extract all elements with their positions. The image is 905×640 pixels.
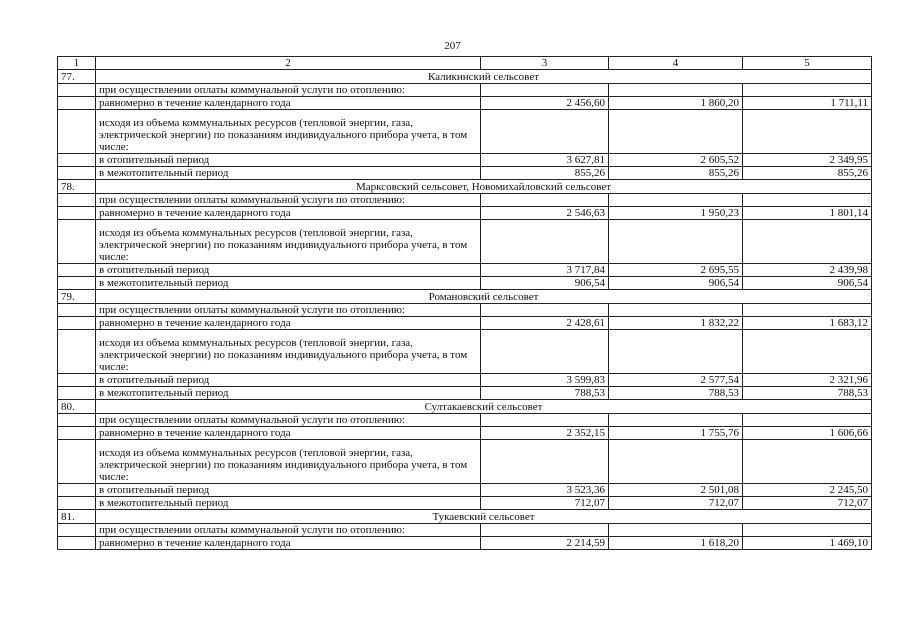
- row-number-cell: [58, 84, 96, 97]
- section-header-row: [58, 400, 872, 414]
- row-label: при осуществлении оплаты коммунальной услуги по отоплению:: [96, 84, 481, 97]
- row-number-cell: [58, 427, 96, 440]
- value-cell-v5: [743, 304, 872, 317]
- row-number-cell: [58, 207, 96, 220]
- value-cell-v3: 3 627,81: [481, 154, 609, 167]
- value-cell-v5: [743, 440, 872, 484]
- section-number: 81.: [58, 510, 96, 524]
- row-number-cell: [58, 317, 96, 330]
- value-cell-v3: 3 599,83: [481, 374, 609, 387]
- value-cell-v4: [609, 110, 743, 154]
- section-header-row: [58, 510, 872, 524]
- row-number-cell: [58, 277, 96, 290]
- section-number: 78.: [58, 180, 96, 194]
- table-row: [58, 387, 872, 400]
- value-cell-v4: 712,07: [609, 497, 743, 510]
- row-label: исходя из объема коммунальных ресурсов (тепловой энергии, газа, электрической энергии) по показаниям индивидуального прибора учета, в том числе:: [96, 330, 481, 374]
- row-label: равномерно в течение календарного года: [96, 207, 481, 220]
- row-label: в межотопительный период: [96, 497, 481, 510]
- row-label: в межотопительный период: [96, 277, 481, 290]
- value-cell-v3: [481, 220, 609, 264]
- value-cell-v5: 788,53: [743, 387, 872, 400]
- value-cell-v5: 906,54: [743, 277, 872, 290]
- value-cell-v3: 855,26: [481, 167, 609, 180]
- value-cell-v3: 2 352,15: [481, 427, 609, 440]
- value-cell-v4: 2 501,08: [609, 484, 743, 497]
- table-row: [58, 537, 872, 550]
- table-row: [58, 194, 872, 207]
- row-label: исходя из объема коммунальных ресурсов (тепловой энергии, газа, электрической энергии) по показаниям индивидуального прибора учета, в том числе:: [96, 220, 481, 264]
- row-label: при осуществлении оплаты коммунальной услуги по отоплению:: [96, 524, 481, 537]
- table-row: [58, 440, 872, 484]
- value-cell-v5: 1 606,66: [743, 427, 872, 440]
- table-row: [58, 427, 872, 440]
- value-cell-v4: [609, 220, 743, 264]
- table-row: [58, 524, 872, 537]
- row-label: в межотопительный период: [96, 167, 481, 180]
- row-label: в межотопительный период: [96, 387, 481, 400]
- value-cell-v5: 712,07: [743, 497, 872, 510]
- column-number: 5: [743, 57, 872, 70]
- table-row: [58, 317, 872, 330]
- table-row: [58, 97, 872, 110]
- section-number: 77.: [58, 70, 96, 84]
- row-number-cell: [58, 264, 96, 277]
- row-number-cell: [58, 304, 96, 317]
- value-cell-v5: [743, 84, 872, 97]
- tariff-table: [57, 56, 872, 550]
- value-cell-v5: [743, 110, 872, 154]
- row-label: в отопительный период: [96, 374, 481, 387]
- value-cell-v4: 906,54: [609, 277, 743, 290]
- value-cell-v4: 2 695,55: [609, 264, 743, 277]
- row-number-cell: [58, 194, 96, 207]
- column-number: 2: [96, 57, 481, 70]
- row-label: равномерно в течение календарного года: [96, 97, 481, 110]
- value-cell-v4: 788,53: [609, 387, 743, 400]
- value-cell-v4: [609, 194, 743, 207]
- value-cell-v5: [743, 524, 872, 537]
- row-number-cell: [58, 537, 96, 550]
- value-cell-v3: 3 523,36: [481, 484, 609, 497]
- row-number-cell: [58, 110, 96, 154]
- section-title: Марксовский сельсовет, Новомихайловский сельсовет: [96, 180, 872, 194]
- value-cell-v3: [481, 304, 609, 317]
- row-label: равномерно в течение календарного года: [96, 427, 481, 440]
- section-title: Каликинский сельсовет: [96, 70, 872, 84]
- value-cell-v4: 2 605,52: [609, 154, 743, 167]
- column-number: 4: [609, 57, 743, 70]
- section-title: Тукаевский сельсовет: [96, 510, 872, 524]
- table-row: [58, 84, 872, 97]
- value-cell-v4: [609, 330, 743, 374]
- table-row: [58, 220, 872, 264]
- value-cell-v3: [481, 414, 609, 427]
- table-row: [58, 484, 872, 497]
- table-row: [58, 207, 872, 220]
- value-cell-v5: [743, 220, 872, 264]
- value-cell-v3: [481, 84, 609, 97]
- value-cell-v3: 2 456,60: [481, 97, 609, 110]
- value-cell-v5: [743, 330, 872, 374]
- section-number: 80.: [58, 400, 96, 414]
- value-cell-v5: 1 801,14: [743, 207, 872, 220]
- value-cell-v5: 2 321,96: [743, 374, 872, 387]
- row-number-cell: [58, 154, 96, 167]
- row-number-cell: [58, 97, 96, 110]
- row-label: исходя из объема коммунальных ресурсов (тепловой энергии, газа, электрической энергии) по показаниям индивидуального прибора учета, в том числе:: [96, 110, 481, 154]
- row-number-cell: [58, 484, 96, 497]
- value-cell-v4: 1 618,20: [609, 537, 743, 550]
- column-number-row: [58, 57, 872, 70]
- page-number: 207: [444, 40, 461, 52]
- row-label: при осуществлении оплаты коммунальной услуги по отоплению:: [96, 414, 481, 427]
- table-row: [58, 414, 872, 427]
- table-row: [58, 330, 872, 374]
- value-cell-v3: [481, 524, 609, 537]
- table-row: [58, 497, 872, 510]
- value-cell-v4: [609, 414, 743, 427]
- row-label: равномерно в течение календарного года: [96, 317, 481, 330]
- value-cell-v4: 1 950,23: [609, 207, 743, 220]
- value-cell-v5: 2 349,95: [743, 154, 872, 167]
- section-header-row: [58, 180, 872, 194]
- value-cell-v3: 2 546,63: [481, 207, 609, 220]
- value-cell-v3: [481, 330, 609, 374]
- value-cell-v4: 1 755,76: [609, 427, 743, 440]
- row-number-cell: [58, 167, 96, 180]
- row-label: при осуществлении оплаты коммунальной услуги по отоплению:: [96, 194, 481, 207]
- value-cell-v3: 788,53: [481, 387, 609, 400]
- row-number-cell: [58, 497, 96, 510]
- value-cell-v4: [609, 84, 743, 97]
- value-cell-v5: 2 245,50: [743, 484, 872, 497]
- value-cell-v3: 712,07: [481, 497, 609, 510]
- row-label: в отопительный период: [96, 264, 481, 277]
- value-cell-v4: 2 577,54: [609, 374, 743, 387]
- table-row: [58, 277, 872, 290]
- column-number: 3: [481, 57, 609, 70]
- value-cell-v5: 2 439,98: [743, 264, 872, 277]
- row-number-cell: [58, 414, 96, 427]
- value-cell-v4: [609, 304, 743, 317]
- value-cell-v5: 1 469,10: [743, 537, 872, 550]
- table-row: [58, 110, 872, 154]
- value-cell-v3: 2 428,61: [481, 317, 609, 330]
- section-header-row: [58, 70, 872, 84]
- row-number-cell: [58, 374, 96, 387]
- row-label: в отопительный период: [96, 154, 481, 167]
- table-row: [58, 304, 872, 317]
- row-label: равномерно в течение календарного года: [96, 537, 481, 550]
- value-cell-v4: [609, 440, 743, 484]
- value-cell-v3: [481, 440, 609, 484]
- row-number-cell: [58, 440, 96, 484]
- section-title: Султакаевский сельсовет: [96, 400, 872, 414]
- section-header-row: [58, 290, 872, 304]
- section-title: Романовский сельсовет: [96, 290, 872, 304]
- column-number: 1: [58, 57, 96, 70]
- value-cell-v3: [481, 194, 609, 207]
- value-cell-v3: 906,54: [481, 277, 609, 290]
- row-number-cell: [58, 330, 96, 374]
- value-cell-v4: [609, 524, 743, 537]
- value-cell-v5: 1 711,11: [743, 97, 872, 110]
- row-number-cell: [58, 524, 96, 537]
- table-row: [58, 374, 872, 387]
- value-cell-v5: 1 683,12: [743, 317, 872, 330]
- table-row: [58, 154, 872, 167]
- row-number-cell: [58, 220, 96, 264]
- section-number: 79.: [58, 290, 96, 304]
- value-cell-v5: 855,26: [743, 167, 872, 180]
- value-cell-v3: [481, 110, 609, 154]
- value-cell-v4: 1 832,22: [609, 317, 743, 330]
- value-cell-v3: 2 214,59: [481, 537, 609, 550]
- table-row: [58, 167, 872, 180]
- value-cell-v4: 1 860,20: [609, 97, 743, 110]
- value-cell-v5: [743, 414, 872, 427]
- value-cell-v4: 855,26: [609, 167, 743, 180]
- tariff-table-body: [58, 57, 872, 550]
- value-cell-v3: 3 717,84: [481, 264, 609, 277]
- table-row: [58, 264, 872, 277]
- row-label: в отопительный период: [96, 484, 481, 497]
- row-label: исходя из объема коммунальных ресурсов (тепловой энергии, газа, электрической энергии) по показаниям индивидуального прибора учета, в том числе:: [96, 440, 481, 484]
- row-label: при осуществлении оплаты коммунальной услуги по отоплению:: [96, 304, 481, 317]
- row-number-cell: [58, 387, 96, 400]
- value-cell-v5: [743, 194, 872, 207]
